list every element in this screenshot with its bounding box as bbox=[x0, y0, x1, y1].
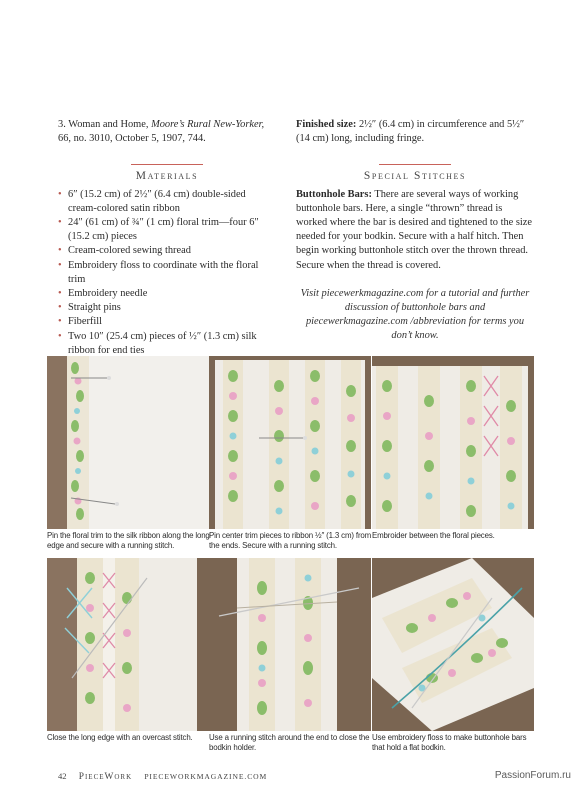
photo-step-2-image bbox=[209, 356, 371, 529]
buttonhole-bars bbox=[296, 188, 534, 273]
photo-step-3-image bbox=[372, 356, 534, 529]
materials-item: • Cream-colored sewing thread bbox=[58, 244, 276, 258]
photo-step-4-image bbox=[47, 558, 209, 731]
caption-step-5: Use a running stitch around the end to close the bodkin holder. bbox=[209, 733, 370, 753]
reference-number: 3. bbox=[58, 119, 66, 130]
left-column bbox=[58, 118, 276, 358]
reference-text-before: Woman and Home, bbox=[68, 119, 149, 130]
photo-step-3 bbox=[372, 356, 534, 529]
materials-item: • Embroidery floss to coordinate with the floral trim bbox=[58, 259, 276, 287]
right-column bbox=[296, 118, 534, 354]
photo-step-4 bbox=[47, 558, 209, 731]
caption-step-4: Close the long edge with an overcast stitch. bbox=[47, 733, 193, 742]
caption-step-1: Pin the floral trim to the silk ribbon along the long edge and secure with a running stitch. bbox=[47, 531, 210, 551]
materials-item: • Fiberfill bbox=[58, 315, 276, 329]
footer-site: PIECEWORKMAGAZINE.COM bbox=[144, 772, 268, 781]
watermark: PassionForum.ru bbox=[494, 770, 571, 781]
caption-step-6: Use embroidery floss to make buttonhole bars that hold a flat bodkin. bbox=[372, 733, 527, 753]
photo-step-5-image bbox=[209, 558, 371, 731]
materials-item: • Two 10″ (25.4 cm) pieces of ½″ (1.3 cm) silk ribbon for end ties bbox=[58, 330, 276, 358]
caption-step-3: Embroider between the floral pieces. bbox=[372, 531, 495, 540]
stitches-heading: Special Stitches bbox=[363, 170, 467, 183]
finished-size bbox=[296, 118, 534, 146]
materials-rule bbox=[131, 164, 203, 165]
materials-item: • Straight pins bbox=[58, 301, 276, 315]
buttonhole-bars-label: Buttonhole Bars: bbox=[296, 188, 372, 200]
page-number: 42 bbox=[58, 771, 67, 781]
materials-item: • 6″ (15.2 cm) of 2½″ (6.4 cm) double-sided cream-colored satin ribbon bbox=[58, 188, 276, 216]
materials-item: • Embroidery needle bbox=[58, 287, 276, 301]
reference-citation bbox=[58, 118, 276, 146]
materials-heading: Materials bbox=[135, 170, 199, 183]
reference-italic: Moore’s Rural New-Yorker, bbox=[151, 119, 265, 130]
photo-step-6 bbox=[372, 558, 534, 731]
finished-size-label: Finished size: bbox=[296, 119, 357, 130]
footer-brand: PieceWork bbox=[78, 772, 133, 782]
photo-step-5 bbox=[209, 558, 371, 731]
photo-step-6-image bbox=[372, 558, 534, 731]
materials-item: • 24″ (61 cm) of ¾″ (1 cm) floral trim—four 6″ (15.2 cm) pieces bbox=[58, 216, 276, 244]
buttonhole-bars-text: There are several ways of working buttonhole bars. Here, a single “thrown” thread is worked where the bar is desired and tightened to the size needed for your bodkin. Secure with a half hitch. Then begin working buttonhole stitch over the thrown thread. Secure when the thread is covered. bbox=[296, 188, 533, 271]
visit-note: Visit piecewerkmagazine.com for a tutorial and further discussion of buttonhole bars and piecewerkmagazine.com /abbreviation for terms you don’t know. bbox=[300, 287, 530, 342]
caption-step-2: Pin center trim pieces to ribbon ½″ (1.3 cm) from the ends. Secure with a running stitch. bbox=[209, 531, 372, 551]
photo-step-1 bbox=[47, 356, 209, 529]
photo-step-2 bbox=[209, 356, 371, 529]
reference-text-after: 66, no. 3010, October 5, 1907, 744. bbox=[58, 133, 206, 145]
page-footer bbox=[58, 771, 267, 782]
photo-step-1-image bbox=[47, 356, 209, 529]
materials-list bbox=[58, 188, 276, 358]
stitches-rule bbox=[379, 164, 451, 165]
finished-size-text: 2½″ (6.4 cm) in circumference and 5½″ (14 cm) long, including fringe. bbox=[296, 119, 525, 145]
